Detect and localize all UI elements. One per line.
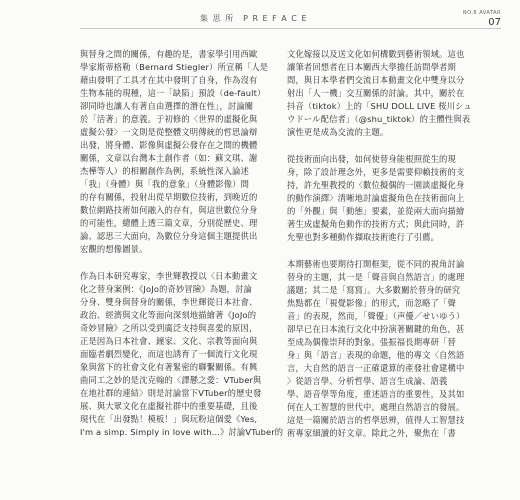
text-line: 虛擬公發〉一文則是從整體文明傳統的哲思論辯 <box>80 127 258 137</box>
text-line: 學家斯蒂格勒（Bernard Stiegler）所宣稱「人是 <box>80 62 269 72</box>
text-line: 論、認思三大面向，為數位分身這個主題提供出 <box>80 231 258 241</box>
text-line: 面臨者劇烈變化，而這也誘育了一個流行文化現 <box>80 349 258 359</box>
header-divider <box>80 28 501 29</box>
text-line: 身」與「語言」表現的命題，他的專文〈自然語 <box>287 350 465 360</box>
text-line: 象與當下的社會文化有著緊密的聯繫關係。有興 <box>80 362 258 372</box>
text-line: 生物本能的現種，這一「缺陷」預設（de-fault） <box>80 88 266 98</box>
text-line: 文化嫁接以及送文化如何構數到藝術領域。這也 <box>287 49 465 59</box>
section-title: 集 思 所 P R E F A C E <box>200 14 308 23</box>
text-line: 現代在「出發點！模板！」與玩粉這個愛《Yes, <box>80 414 258 424</box>
text-line: 抖音（tiktok）上的「SHU DOLL LIVE 桜川シュ <box>287 101 472 111</box>
text-line: 的存有關係，投射出從早期數位技術，到晚近的 <box>80 192 258 202</box>
text-line: 從技術面向出發，如何使替身能根照從生的現 <box>287 154 456 164</box>
text-line: 藉由發明了工具才在其中發明了自身，作為沒有 <box>80 75 258 85</box>
text-line: 允聖也對多種動作擷取技術進行了引薦。 <box>287 232 440 242</box>
text-line: 至成為偶像崇拜的對象。張振福長期專研「替 <box>287 337 456 347</box>
issue-label: NO.8 AVATAR <box>462 10 501 16</box>
right-text-column <box>287 48 472 454</box>
text-line: 讓筆者回想者在日本關西大學擔任訪問學者期 <box>287 62 456 72</box>
text-line: 卻同時也讓人有著自由選擇的潛在性」，討論關 <box>80 101 254 111</box>
text-line: 正是因為日本社會、鐘家、文化、宗教等面向與 <box>80 336 258 346</box>
text-line: 替身的主題，其一是「聲音與自然語言」的處理 <box>287 272 465 282</box>
text-line: 作為日本研究專家，李世輝教授以〈日本動畫文 <box>80 271 258 281</box>
text-line: ウドール配信者」（@shu_tiktok）的主體性與表 <box>287 114 471 124</box>
text-line: 持，許允聖教授的〈數位擬偶的一園談虛擬化身 <box>287 180 465 190</box>
text-line: 音」的表現，然而，「聲優」（声優／せいゆう） <box>287 311 465 321</box>
text-line: 術專家細讀的好文章。除此之外，聚焦在「書 <box>287 428 456 438</box>
paragraph <box>287 258 463 440</box>
text-line: 這是一篇關於語言的哲學思辨，值得人工智慧技 <box>287 415 465 425</box>
text-line: 奇妙冒險》之所以受到廣泛支持與喜愛的原因， <box>80 323 258 333</box>
text-line: 本期藝術也要期待打開框架，從不同的視角討論 <box>287 259 465 269</box>
text-line: 間，與日本學者們交流日本動畫文化中雙身以分 <box>287 75 465 85</box>
text-line: 與替身之間的關係，有趣的是，書家學引用西歐 <box>80 49 258 59</box>
paragraph <box>80 48 269 256</box>
paragraph <box>287 48 472 139</box>
page-header <box>0 0 520 40</box>
text-line: 的動作演繹〉清晰地討論虛擬角色在技術面向上 <box>287 193 465 203</box>
text-line: 演性更是成為交流的主題。 <box>287 127 389 137</box>
text-line: 「我」（身體）與「我的意象」（身體影像）間 <box>80 179 250 189</box>
text-line: 數位網路技術如何融入的存有，與這世數位分身 <box>80 205 258 215</box>
text-line: 政治、經濟與文化等面向深刻地描繪著《JoJo的 <box>80 310 257 320</box>
text-line: 焦點都在「視覺影像」的形式，而忽略了「聲 <box>287 298 456 308</box>
text-line: 的可能性，總體上透三篇文章，分別從歷史、理 <box>80 218 258 228</box>
paragraph <box>287 153 463 244</box>
text-line: 曲同工之妙的是沈克翰的〈譯懸之愛：VTuber與 <box>80 375 262 385</box>
text-line: 化之替身案例：《JoJo的奇妙冒險》為題，討論 <box>80 284 252 294</box>
text-line: 卻早已在日本流行文化中扮演著關鍵的角色，甚 <box>287 324 465 334</box>
text-line: 宏觀的想像圖景。 <box>80 244 148 254</box>
text-line: 在地社群的連結〉則是討論當下VTuber的歷史發 <box>80 388 262 398</box>
text-line: 何在人工智慧的世代中，處理自然語言的發展。 <box>287 402 465 412</box>
text-line: 杰樺等人）的相關創作為例，系統性深入論述 <box>80 166 249 176</box>
left-text-column <box>80 48 284 453</box>
paragraph <box>80 270 284 439</box>
text-line: 關係，文章以台灣本土創作者（如：蘇文琪、謝 <box>80 153 258 163</box>
text-line: 著生成虛擬角色動作的技術方式；與此同時，許 <box>287 219 465 229</box>
text-line: 言，大自然的語言一正確還算的產發社會建構中 <box>287 363 465 373</box>
text-line: 於「活著」的意義。于初修的〈世界的虛擬化與 <box>80 114 258 124</box>
text-line: 展、與大眾文化在虛擬社群中的重要基礎，且後 <box>80 401 258 411</box>
text-line: 身，除了設計理念外，更多是需要仰賴技術的支 <box>287 167 465 177</box>
text-line: 〉從語言學、分析哲學、語言生成論、語義 <box>287 376 448 386</box>
text-line: I'm a simp. Simply in love with...》討論VTuber的 <box>80 427 284 437</box>
text-line: 出發，將身體、影像與虛擬公發存在之間的機體 <box>80 140 258 150</box>
text-line: 的「外觀」與「動態」要素，並從兩大面向描繪 <box>287 206 465 216</box>
text-line: 學、語音學等角度，重述語言的重要性，及其如 <box>287 389 465 399</box>
page-number: 07 <box>488 17 501 28</box>
text-line: 分身、雙身與替身的關係，李世輝從日本社會、 <box>80 297 258 307</box>
text-line: 議題；其二是「寫寫」。大多數關於替身的研究 <box>287 285 461 295</box>
text-line: 射出「人一機」交互關係的討論。其中，關於在 <box>287 88 465 98</box>
